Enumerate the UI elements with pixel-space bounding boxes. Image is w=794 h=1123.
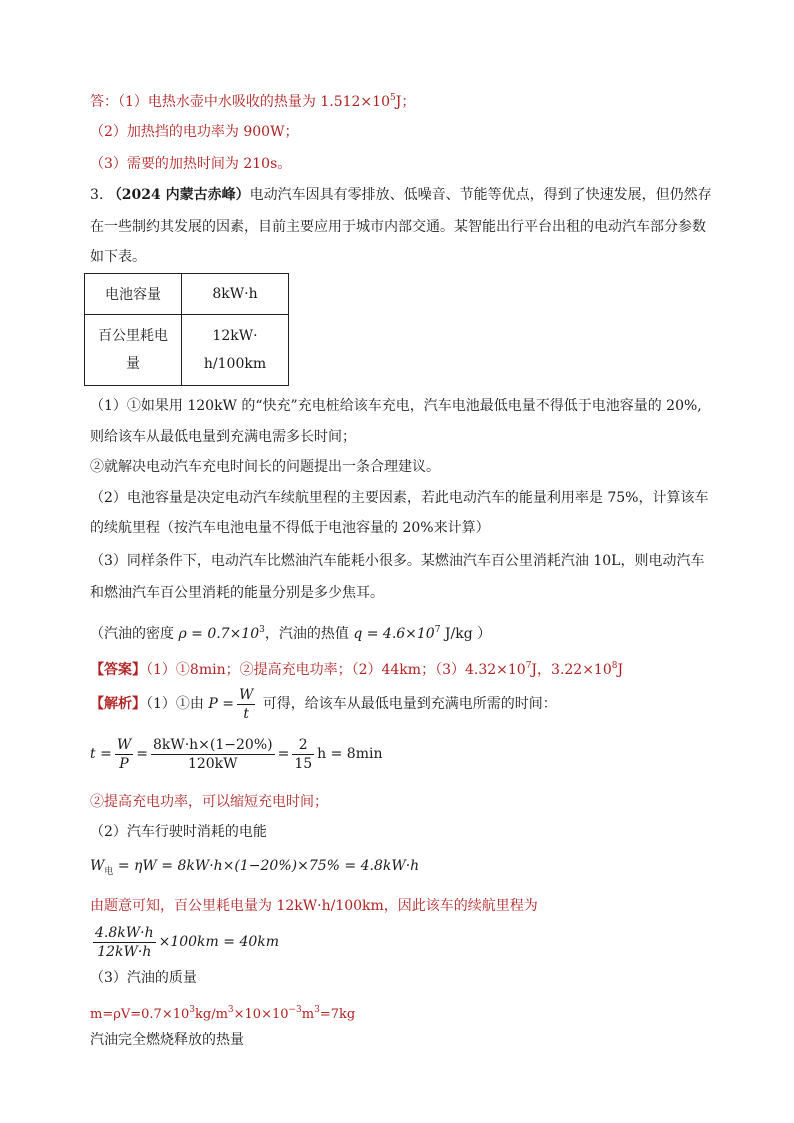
heat-value-formula: q = 4.6×10 xyxy=(353,626,435,642)
question-text: 电动汽车因具有零排放、低噪音、节能等优点，得到了快速发展，但仍然存 xyxy=(249,187,712,203)
question-stem-line-1 xyxy=(90,185,712,205)
answer-text: J； xyxy=(395,94,416,110)
answer-line-2: （2）加热挡的电功率为 900W； xyxy=(90,124,299,140)
q1-line-b: 则给该车从最低电量到充满电需多长时间； xyxy=(90,429,356,445)
fraction: $\frac{W}{t}$ xyxy=(238,686,254,722)
equation-mass: $m=\rho V=0.7\times 10^3kg/m^3\times 10\times 10^{-3}m^3=7kg$ xyxy=(90,1005,356,1022)
q1-line-a: （1）①如果用 120kW 的“快充”充电桩给该车充电，汽车电池最低电量不得低于电池容量的 20%, xyxy=(90,398,702,414)
fraction: $\frac{W}{P}$ xyxy=(116,736,132,772)
fraction: $\frac{2}{15}$ xyxy=(294,736,313,772)
analysis-tag: 【解析】 xyxy=(90,696,146,712)
table-cell-label: 电池容量 xyxy=(85,274,182,315)
q2-line-b: 的续航里程（按汽车电池电量不得低于电池容量的 20%来计算） xyxy=(90,520,490,536)
equation-time: t = $\frac{W}{P}$ = $\frac{8kW\cdot h\times(1-20\%)}{120kW}$ = $\frac{2}{15}$ h = 8min xyxy=(90,736,383,772)
question-stem-line-2: 在一些制约其发展的因素，目前主要应用于城市内部交通。某智能出行平台出租的电动汽车部分参数 xyxy=(90,219,706,235)
answer-key: 【答案】（1）①8min；②提高充电功率；（2）44km；$(3)4.32\times 10^7J$，$3.22\times 10^8J$ xyxy=(90,661,624,678)
analysis-line-2: （2）汽车行驶时消耗的电能 xyxy=(90,824,267,840)
answer-tag: 【答案】 xyxy=(90,662,146,678)
q3-line-a: （3）同样条件下，电动汽车比燃油汽车能耗小很多。某燃油汽车百公里消耗汽油 10L，则电动汽车 xyxy=(90,553,705,569)
answer-text: 答：（1）电热水壶中水吸收的热量为 1.512×10 xyxy=(90,94,390,110)
table-row xyxy=(85,274,289,315)
question-stem-line-3: 如下表。 xyxy=(90,249,146,265)
fraction: $\frac{8kW\cdot h\times(1-20\%)}{120kW}$ xyxy=(152,736,273,772)
table-cell-value: 8kW·h xyxy=(182,274,289,315)
answer-line-1 xyxy=(90,88,415,112)
table-cell-value: 12kW· h/100km xyxy=(182,315,289,386)
analysis-line-4: （3）汽油的质量 xyxy=(90,970,197,986)
question-number: 3. xyxy=(90,187,104,203)
table-cell-label: 百公里耗电 量 xyxy=(85,315,182,386)
analysis-suggestion: ②提高充电功率，可以缩短充电时间； xyxy=(90,794,328,810)
parameter-table xyxy=(84,273,289,386)
equation-energy: $W_电 = \eta W = 8kW\cdot h\times(1-20\%)\times 75\% = 4.8kW\cdot h$ xyxy=(90,858,420,877)
fraction: $\frac{4.8kW\cdot h}{12kW\cdot h}$ xyxy=(95,924,154,960)
given-values: （汽油的密度 $\rho = 0.7\times 10^3$，汽油的热值 $q = 4.6\times 10^7$ J/kg ） xyxy=(90,625,492,642)
formula: P = xyxy=(208,696,234,712)
q1-line-c: ②就解决电动汽车充电时间长的问题提出一条合理建议。 xyxy=(90,459,440,475)
q2-line-a: （2）电池容量是决定电动汽车续航里程的主要因素，若此电动汽车的能量利用率是 75%，计算该车 xyxy=(90,490,709,506)
exponent: 5 xyxy=(389,93,396,103)
analysis-line-5: 汽油完全燃烧释放的热量 xyxy=(90,1032,244,1048)
density-formula: ρ = 0.7×10 xyxy=(178,626,260,642)
table-row xyxy=(85,315,289,386)
analysis-line-1: 【解析】（1）①由 P = $\frac{W}{t}$ 可得，给该车从最低电量到充满电所需的时间： xyxy=(90,686,557,722)
analysis-line-3: 由题意可知，百公里耗电量为 12kW·h/100km，因此该车的续航里程为 xyxy=(90,898,538,914)
answer-line-3: （3）需要的加热时间为 210s。 xyxy=(90,156,292,172)
q3-line-b: 和燃油汽车百公里消耗的能量分别是多少焦耳。 xyxy=(90,585,384,601)
equation-range: $\frac{4.8kW\cdot h}{12kW\cdot h}$ ×100km = 40km xyxy=(95,924,280,960)
question-source: （2024 内蒙古赤峰） xyxy=(107,187,250,203)
